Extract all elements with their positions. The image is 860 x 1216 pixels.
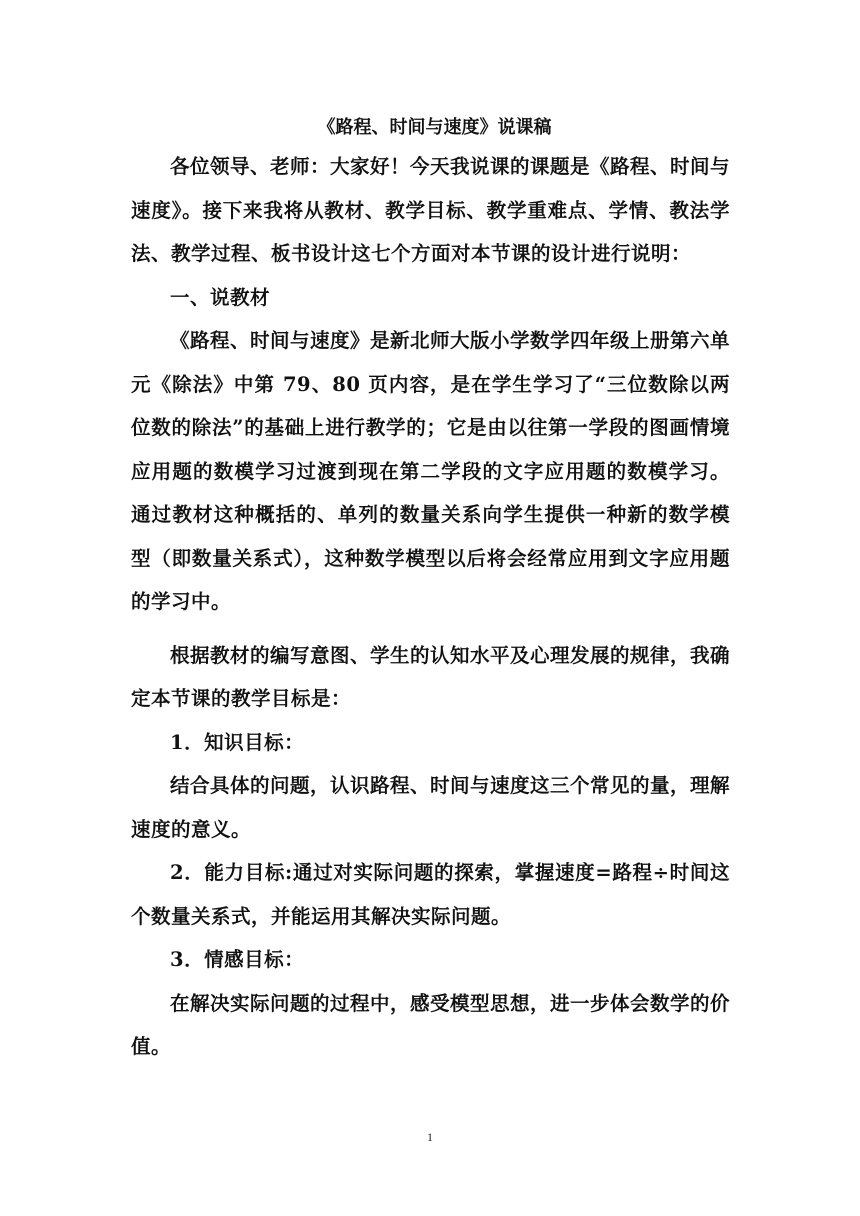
section-heading-textbook: 一、说教材 xyxy=(170,285,271,309)
objective-knowledge-text: 结合具体的问题，认识路程、时间与速度这三个常见的量，理解速度的意义。 xyxy=(131,774,731,841)
paragraph-objectives-intro: 根据教材的编写意图、学生的认知水平及心理发展的规律，我确定本节课的教学目标是： xyxy=(131,643,731,710)
paragraph-gap xyxy=(131,624,730,634)
objective-ability-text: 2．能力目标:通过对实际问题的探索，掌握速度=路程÷时间这个数量关系式，并能运用其解决实际问题。 xyxy=(131,861,730,928)
paragraph-greeting: 各位领导、老师：大家好！今天我说课的课题是《路程、时间与速度》。接下来我将从教材、教学目标、教学重难点、学情、教法学法、教学过程、板书设计这七个方面对本节课的设计进行说明： xyxy=(131,155,731,265)
objective-emotion-heading: 3．情感目标： xyxy=(170,948,305,971)
objective-emotion-text: 在解决实际问题的过程中，感受模型思想，进一步体会数学的价值。 xyxy=(131,991,731,1058)
page-number: 1 xyxy=(427,1130,433,1144)
objective-knowledge-heading: 1．知识目标： xyxy=(170,730,305,754)
paragraph-textbook: 《路程、时间与速度》是新北师大版小学数学四年级上册第六单元《除法》中第 79、80 页内容，是在学生学习了“三位数除以两位数的除法”的基础上进行教学的；它是由以往第一学段的图画情境应用题的数模学习过渡到现在第二学段的文字应用题的数模学习。通过教材这种概括的、单列的数量关系向学生提供一种新的数学模型（即数量关系式），这种数学模型以后将会经常应用到文字应用题的学习中。 xyxy=(131,329,731,613)
document-title: 《路程、时间与速度》说课稿 xyxy=(317,117,552,138)
document-body xyxy=(131,111,730,1069)
